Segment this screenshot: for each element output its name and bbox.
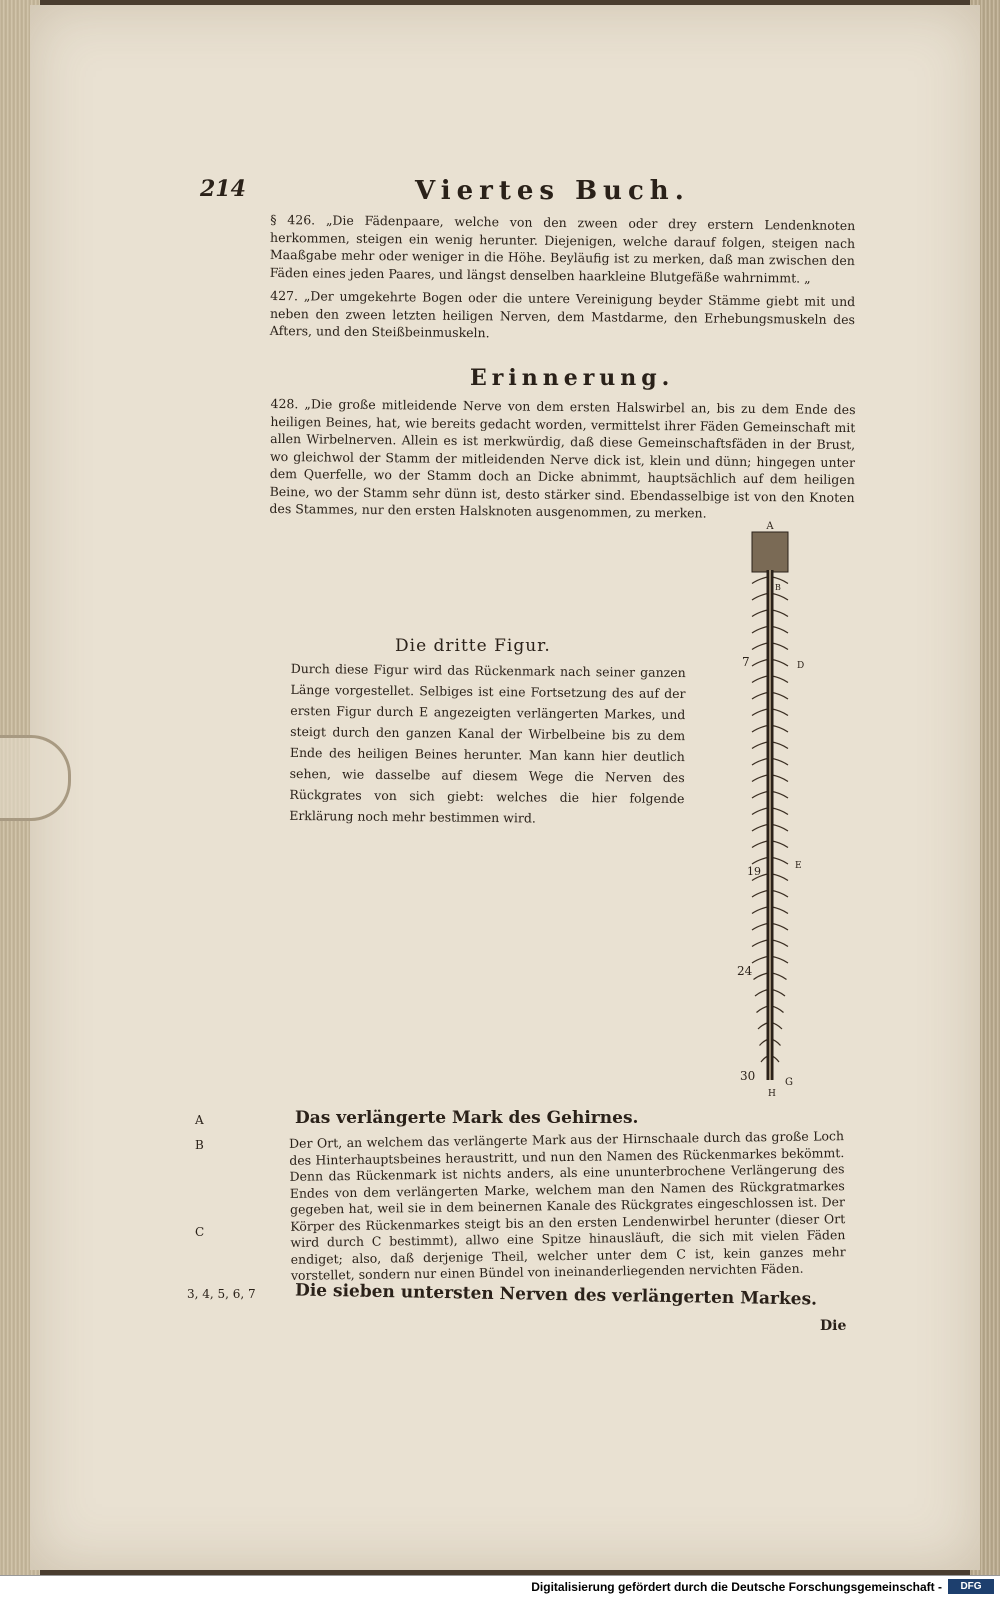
label-30: 30 bbox=[740, 1069, 756, 1083]
label-19: 19 bbox=[747, 865, 761, 878]
spine-head-block bbox=[752, 532, 788, 572]
legend-marker-nums: 3, 4, 5, 6, 7 bbox=[187, 1287, 256, 1301]
paragraph-427: 427. „Der umgekehrte Bogen oder die untere Vereinigung beyder Stämme giebt mit und neben den zween letzten heiligen Nerven, dem Mastdarme, den Erhebungsmuskeln des Afters, und den Steißbeinmuskeln. bbox=[269, 287, 856, 341]
label-24: 24 bbox=[737, 964, 753, 978]
footer-bar bbox=[0, 1575, 1000, 1598]
label-a: A bbox=[766, 521, 774, 532]
paragraph-426: § 426. „Die Fädenpaare, welche von den zween oder drey erstern Lendenknoten herkommen, steigen ein wenig herunter. Diejenigen, welche darauf folgen, steigen nach Maaßgabe mehr oder weniger in die Höhe. Beyläufig ist zu merken, daß man zwischen den Fäden eines jeden Paares, und längst denselben haarkleine Blutgefäße wahrnimmt. „ bbox=[269, 211, 856, 286]
legend-text-b: Der Ort, an welchem das verlängerte Mark aus der Hirnschaale durch das große Loch des Hinterhauptsbeines heraustritt, und nun den Namen des Rückenmarkes bekömmt. Denn das Rückenmark ist nichts anders, als eine ununterbrochene Verlängerung des Endes von dem verlängerten Marke, welchem man den Namen des Rückgratmarkes gegeben hat, weil sie in dem beinernen Kanale des Rückgrates eingeschlossen ist. Der Körper des Rückenmarkes steigt bis an den ersten Lendenwirbel herunter (dieser Ort wird durch C bestimmt), allwo eine Spitze hinausläuft, die sich mit vielen Fäden endiget; also, daß derjenige Theil, welcher unter dem C ist, kein ganzes mehr vorstellet, sondern nur einen Bündel von ineinanderliegenden nervichten Fäden. bbox=[288, 1128, 846, 1283]
running-head: Viertes Buch. bbox=[415, 176, 690, 206]
label-d: D bbox=[797, 661, 805, 671]
spinal-cord-illustration bbox=[725, 520, 815, 1100]
paragraph-428: 428. „Die große mitleidende Nerve von dem ersten Halswirbel an, bis zu dem Ende des heiligen Beines, hat, wie bereits gedacht worden, vermittelst ihrer Fäden Gemeinschaft mit allen Wirbelnerven. Allein es ist merkwürdig, daß diese Gemeinschaftsfäden in der Brust, wo gleichwol der Stamm der mitleidenden Nerve dick ist, klein und dünn; hingegen unter dem Querfelle, wo der Stamm doch an Dicke abnimmt, hauptsächlich auf dem heiligen Beine, wo der Stamm sehr dünn ist, desto stärker sind. Ebendasselbige ist von den Knoten des Stammes, nur den ersten Halsknoten ausgenommen, zu merken. bbox=[269, 395, 856, 521]
catchword: Die bbox=[820, 1318, 847, 1334]
label-7: 7 bbox=[742, 655, 750, 669]
legend-marker-a: A bbox=[195, 1113, 204, 1127]
dfg-logo: DFG bbox=[948, 1579, 994, 1594]
legend-marker-b: B bbox=[195, 1138, 204, 1152]
figure-description: Durch diese Figur wird das Rückenmark nach seiner ganzen Länge vorgestellet. Selbiges ist eine Fortsetzung des auf der ersten Figur durch E angezeigten verlängerten Markes, und steigt durch den ganzen Kanal der Wirbelbeine bis zu dem Ende des heiligen Beines herunter. Man kann hier deutlich sehen, wie dasselbe auf diesem Wege die Nerven des Rückgrates von sich giebt: welches die hier folgende Erklärung noch mehr bestimmen wird. bbox=[289, 660, 686, 826]
page-number: 214 bbox=[200, 176, 246, 202]
legend-title-nums: Die sieben untersten Nerven des verlängerten Markes. bbox=[294, 1280, 818, 1310]
label-e: E bbox=[795, 861, 802, 871]
legend-marker-c: C bbox=[195, 1225, 205, 1239]
label-b: B bbox=[775, 583, 781, 592]
section-heading: Erinnerung. bbox=[470, 365, 675, 391]
label-g: G bbox=[785, 1077, 793, 1088]
footer-credit: Digitalisierung gefördert durch die Deutsche Forschungsgemeinschaft - bbox=[531, 1580, 942, 1594]
figure-title: Die dritte Figur. bbox=[395, 636, 551, 656]
page-clip bbox=[0, 735, 71, 821]
legend-title-a: Das verlängerte Mark des Gehirnes. bbox=[295, 1108, 639, 1128]
label-h: H bbox=[768, 1089, 776, 1099]
